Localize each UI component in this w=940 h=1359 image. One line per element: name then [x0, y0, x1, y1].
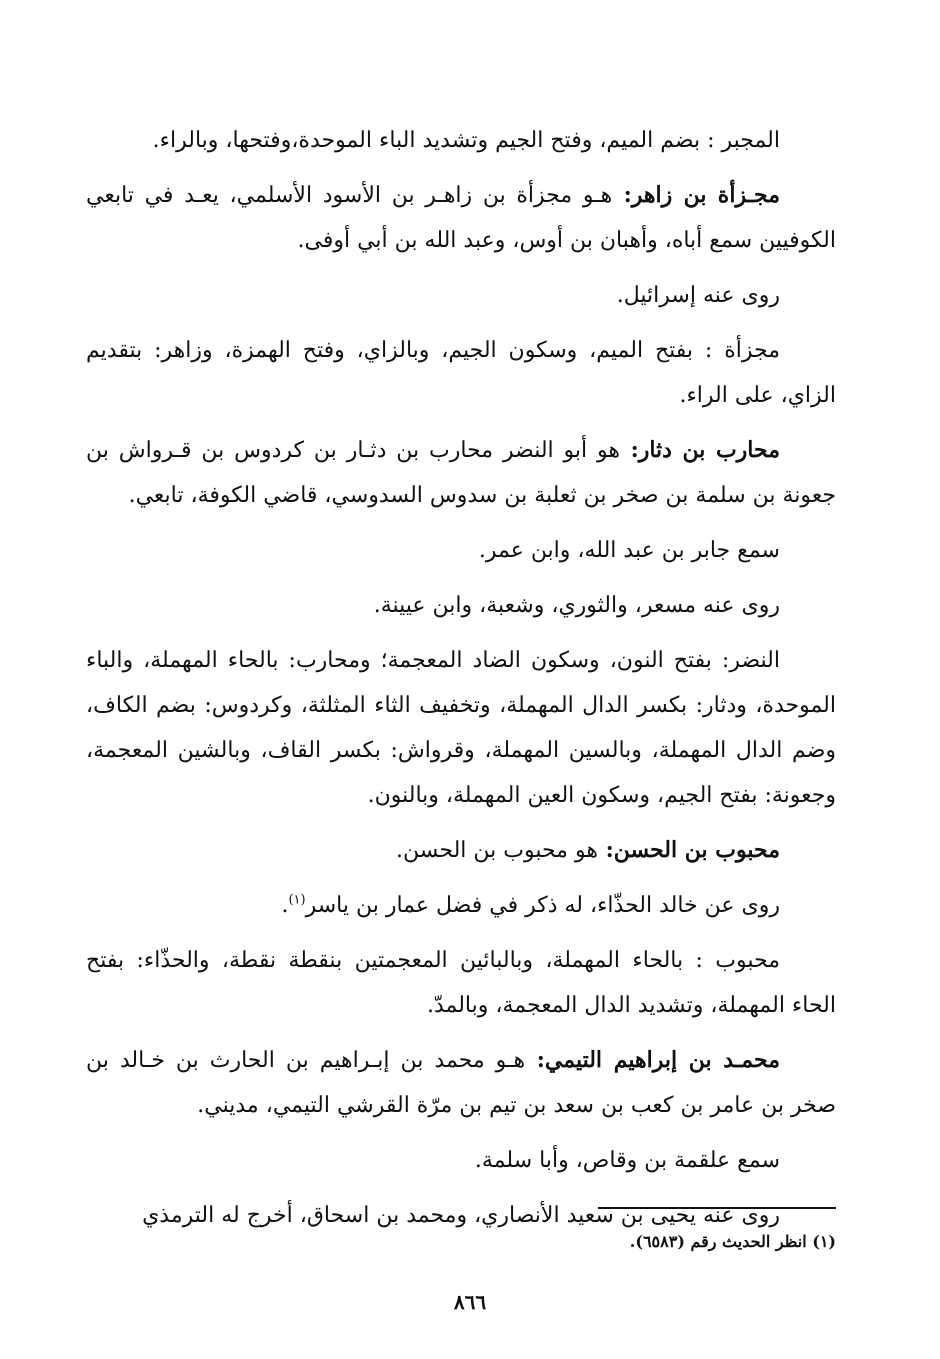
page-number: ٨٦٦: [453, 1290, 487, 1314]
paragraph-6: [86, 528, 836, 573]
footnote: (١) انظر الحديث رقم (٦٥٨٣).: [629, 1232, 836, 1251]
entry-heading: محبوب بن الحسن:: [597, 837, 780, 863]
paragraph-8: [86, 638, 836, 818]
entry-mahbub: [86, 828, 836, 873]
paragraph-text: سمع جابر بن عبد الله، وابن عمر.: [478, 538, 780, 563]
paragraph-4: [86, 328, 836, 418]
paragraph-13: [86, 1138, 836, 1183]
entry-heading: محارب بن دثار:: [620, 437, 780, 463]
paragraph-text: مجزأة : بفتح الميم، وسكون الجيم، وبالزاي، وفتح الهمزة، وزاهر: بتقديم الزاي، على الراء.: [86, 338, 836, 408]
paragraph-text: روى عنه مسعر، والثوري، وشعبة، وابن عيينة.: [373, 593, 780, 618]
entry-heading: محمـد بن إبراهيم التيمي:: [525, 1047, 780, 1073]
paragraph-text: هو محبوب بن الحسن.: [396, 838, 598, 863]
paragraph-text: المجبر : بضم الميم، وفتح الجيم وتشديد الباء الموحدة،وفتحها، وبالراء.: [152, 128, 780, 153]
footnote-divider: [598, 1207, 836, 1209]
paragraph-text: هو أبو النضر محارب بن دثـار بن كردوس بن قـرواش بن جعونة بن سلمة بن صخر بن ثعلبة بن سدوس السدوسي، قاضي الكوفة، تابعي.: [86, 438, 836, 508]
paragraph-10: [86, 883, 836, 928]
paragraph-text: روى عنه يحيى بن سعيد الأنصاري، ومحمد بن اسحاق، أخرج له الترمذي: [142, 1203, 780, 1228]
entry-mujazaa: [86, 173, 836, 263]
paragraph-text: محبوب : بالحاء المهملة، وبالبائين المعجمتين بنقطة نقطة، والحذّاء: بفتح الحاء المهملة، وتشديد الدال المعجمة، وبالمدّ.: [86, 948, 836, 1018]
footnote-marker: (١): [288, 892, 306, 908]
entry-muhammad-taymi: [86, 1038, 836, 1128]
entry-muharib: [86, 428, 836, 518]
paragraph-1: [86, 118, 836, 163]
paragraph-tail: .: [281, 893, 289, 918]
entry-heading: مجـزأة بن زاهر:: [612, 182, 781, 208]
paragraph-text: روى عنه إسرائيل.: [616, 283, 780, 308]
paragraph-text: هـو مجزأة بن زاهـر بن الأسود الأسلمي، يعـد في تابعي الكوفيين سمع أباه، وأهبان بن أوس، وعبد الله بن أبي أوفى.: [86, 183, 836, 253]
paragraph-7: [86, 583, 836, 628]
paragraph-text: سمع علقمة بن وقاص، وأبا سلمة.: [474, 1148, 780, 1173]
paragraph-text: روى عن خالد الحذّاء، له ذكر في فضل عمار بن ياسر: [305, 893, 780, 918]
paragraph-text: النضر: بفتح النون، وسكون الضاد المعجمة؛ ومحارب: بالحاء المهملة، والباء الموحدة، ودثار: بكسر الدال المهملة، وتخفيف الثاء المثلثة، وكردوس: بضم الكاف، وضم الدال المهملة، وبالسين المهملة، وقرواش: بكسر القاف، وبالشين المعجمة، وجعونة: بفتح الجيم، وسكون العين المهملة، وبالنون.: [86, 648, 836, 808]
paragraph-11: [86, 938, 836, 1028]
paragraph-text: هـو محمد بن إبـراهيم بن الحارث بن خـالد بن صخر بن عامر بن كعب بن سعد بن تيم بن مرّة القرشي التيمي، مديني.: [86, 1048, 836, 1118]
page-body: [86, 118, 836, 1248]
paragraph-3: [86, 273, 836, 318]
